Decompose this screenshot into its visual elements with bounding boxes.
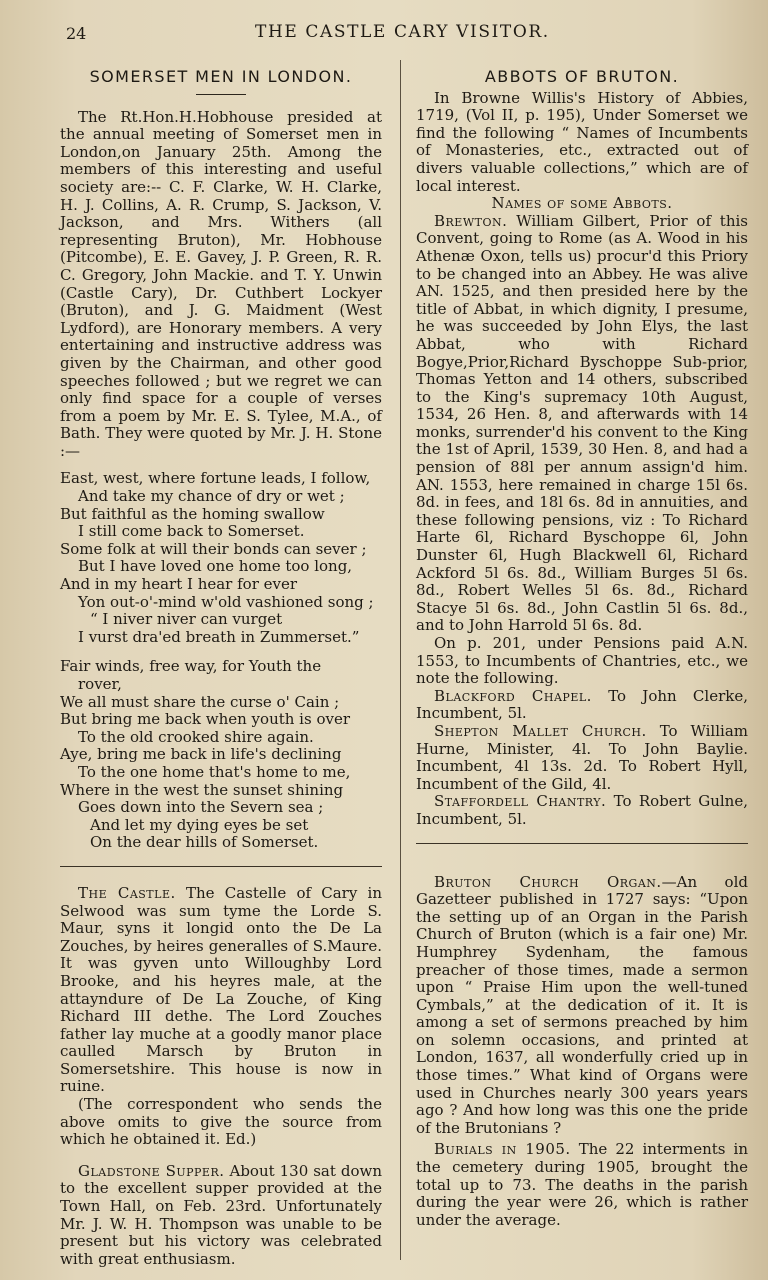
shepton-paragraph (416, 723, 748, 793)
left-column (60, 62, 382, 1268)
organ-text: —An old Gazetteer published in 1727 says: “Upon the setting up of an Organ in the Parish Church of Bruton (which is a fair one) Mr. Humphrey Sydenham, the famous preacher of those times, made a sermon upon “ Praise Him upon the well-tuned Cymbals,” at the dedication of it. It is among a set of sermons preached by him on solemn occasions, and printed at London, 1637, all wonderfully cried up in those times.” What kind of Organs were used in Churches nearly 300 years years ago ? And how long was this one the pride of the Brutonians ? (416, 872, 748, 1137)
staffordell-paragraph (416, 793, 748, 828)
castle-editor-note: (The correspondent who sends the above omits to give the source from which he obtained it. Ed.) (60, 1095, 382, 1149)
shepton-lead: Shepton Mallet Church. (434, 721, 647, 740)
gladstone-paragraph (60, 1163, 382, 1269)
poem-line: And in my heart I hear for ever (60, 575, 298, 594)
poem-line: Some folk at will their bonds can sever ; (60, 539, 367, 558)
poem-line: I still come back to Somerset. (78, 522, 305, 541)
poem-line: rover, (78, 675, 122, 693)
right-column (416, 62, 748, 1229)
abbots-subheading: Names of some Abbots. (491, 194, 673, 213)
poem-line: And let my dying eyes be set (90, 815, 309, 834)
somerset-men-intro: The Rt.Hon.H.Hobhouse presided at the annual meeting of Somerset men in London,on January 25th. Among the members of this interesting and useful society are:-- C. F. Clarke, W. H. Clarke, H. J. Collins, A. R. Crump, S. Jackson, V. Jackson, and Mrs. Withers (all representing Bruton), Mr. Hobhouse (Pitcombe), E. E. Gavey, J. P. Green, R. R. C. Gregory, John Mackie. and T. Y. Unwin (Castle Cary), Dr. Cuthbert Lockyer (Bruton), and J. G. Maidment (West Lydford), are Honorary members. A very entertaining and instructive address was given by the Chairman, and other good speeches followed ; but we regret we can only find space for a couple of verses from a poem by Mr. E. S. Tylee, M.A., of Bath. They were quoted by Mr. J. H. Stone :— (60, 107, 382, 460)
heading-rule (196, 94, 246, 95)
organ-paragraph (416, 874, 748, 1138)
poem-line: I vurst dra'ed breath in Zummerset.” (78, 627, 360, 646)
staffordell-lead: Staffordell Chantry. (434, 792, 607, 811)
burials-text: The 22 interments in the cemetery during 1905, brought the total up to 73. The deaths in the parish during the year were 26, which is rather under the average. (416, 1140, 748, 1229)
brewton-paragraph (416, 213, 748, 635)
organ-lead: Bruton Church Organ. (434, 872, 662, 891)
page-number: 24 (66, 24, 87, 43)
poem-line: Yon out-o'-mind w'old vashioned song ; (78, 592, 374, 611)
brewton-lead: Brewton. (434, 211, 508, 230)
poem-line: Where in the west the sunset shining (60, 780, 344, 799)
poem-line: To the old crooked shire again. (78, 727, 314, 746)
blackford-text: To John Clerke, Incumbent, 5l. (416, 686, 748, 723)
staffordell-text: To Robert Gulne, Incumbent, 5l. (416, 792, 748, 828)
gladstone-lead: Gladstone Supper. (78, 1161, 225, 1180)
poem-line: On the dear hills of Somerset. (90, 833, 319, 852)
poem-stanza-2 (60, 658, 382, 852)
poem-line: But I have loved one home too long, (78, 557, 353, 576)
abbots-intro: In Browne Willis's History of Abbies, 1719, (Vol II, p. 195), Under Somerset we find the following “ Names of Incumbents of Monasteries, etc., extracted out of divers valuable collections,” which are of local interest. (416, 88, 748, 195)
blackford-paragraph (416, 688, 748, 723)
poem-line: But faithful as the homing swallow (60, 504, 325, 523)
poem-line: We all must share the curse o' Cain ; (60, 692, 340, 711)
gladstone-text: About 130 sat down to the excellent supper provided at the Town Hall, on Feb. 23rd. Unfortunately Mr. J. W. H. Thompson was unable to be present but his victory was celebrated with great enthusiasm. (60, 1161, 382, 1268)
section-rule (416, 843, 748, 844)
brewton-text: William Gilbert, Prior of this Convent, going to Rome (as A. Wood in his Athenæ Oxon, tells us) procur'd this Priory to be changed into an Abbey. He was alive AN. 1525, and then presided here by the title of Abbat, in which dignity, I presume, he was succeeded by John Elys, the last Abbat, who with Richard Bogye,Prior,Richard Byschoppe Sub-prior, Thomas Yetton and 14 others, subscribed to the King's supremacy 10th August, 1534, 26 Hen. 8, and afterwards with 14 monks, surrender'd his convent to the King the 1st of April, 1539, 30 Hen. 8, and had a pension of 88l per annum assign'd him. AN. 1553, here remained in charge 15l 6s. 8d. in fees, and 18l 6s. 8d in annuities, and these following pensions, viz : To Richard Harte 6l, Richard Byschoppe 6l, John Dunster 6l, Hugh Blackwell 6l, Richard Ackford 5l 6s. 8d., William Burges 5l 6s. 8d., Robert Welles 5l 6s. 8d., Richard Stacye 5l 6s. 8d., John Castlin 5l 6s. 8d., and to John Harrold 5l 6s. 8d. (416, 211, 748, 635)
poem-line: Goes down into the Severn sea ; (78, 798, 324, 817)
burials-lead: Burials in 1905. (434, 1140, 571, 1159)
castle-lead: The Castle. (78, 883, 176, 902)
pensions-paragraph: On p. 201, under Pensions paid A.N. 1553, to Incumbents of Chantries, etc., we note the following. (416, 634, 748, 688)
burials-paragraph (416, 1141, 748, 1229)
poem-line: But bring me back when youth is over (60, 710, 350, 729)
poem-line: Aye, bring me back in life's declining (60, 745, 342, 764)
poem-line: And take my chance of dry or wet ; (78, 487, 345, 506)
shepton-text: To William Hurne, Minister, 4l. To John Baylie. Incumbent, 4l 13s. 2d. To Robert Hyll, Incumbent of the Gild, 4l. (416, 721, 748, 793)
abbots-heading: ABBOTS OF BRUTON. (484, 67, 680, 86)
blackford-lead: Blackford Chapel. (434, 686, 592, 705)
castle-paragraph (60, 885, 382, 1096)
column-divider (400, 60, 401, 1260)
poem-line: Fair winds, free way, for Youth the (60, 657, 322, 676)
somerset-men-heading: SOMERSET MEN IN LONDON. (89, 67, 353, 86)
running-title: THE CASTLE CARY VISITOR. (255, 22, 550, 42)
castle-text: The Castelle of Cary in Selwood was sum tyme the Lorde S. Maur, syns it longid onto the De La Zouches, by heires generalles of S.Maure. It was gyven unto Willoughby Lord Brooke, and his heyres male, at the attayndure of De La Zouche, of King Richard III dethe. The Lord Zouches father lay muche at a goodly manor place caulled Marsch by Bruton in Somersetshire. This house is now in ruine. (60, 883, 382, 1096)
poem-stanza-1 (60, 470, 382, 646)
poem-line: To the one home that's home to me, (78, 762, 351, 781)
section-rule (60, 866, 382, 867)
poem-line: East, west, where fortune leads, I follow, (60, 469, 371, 488)
poem-line: “ I niver niver can vurget (90, 610, 283, 629)
page-header (0, 20, 768, 50)
